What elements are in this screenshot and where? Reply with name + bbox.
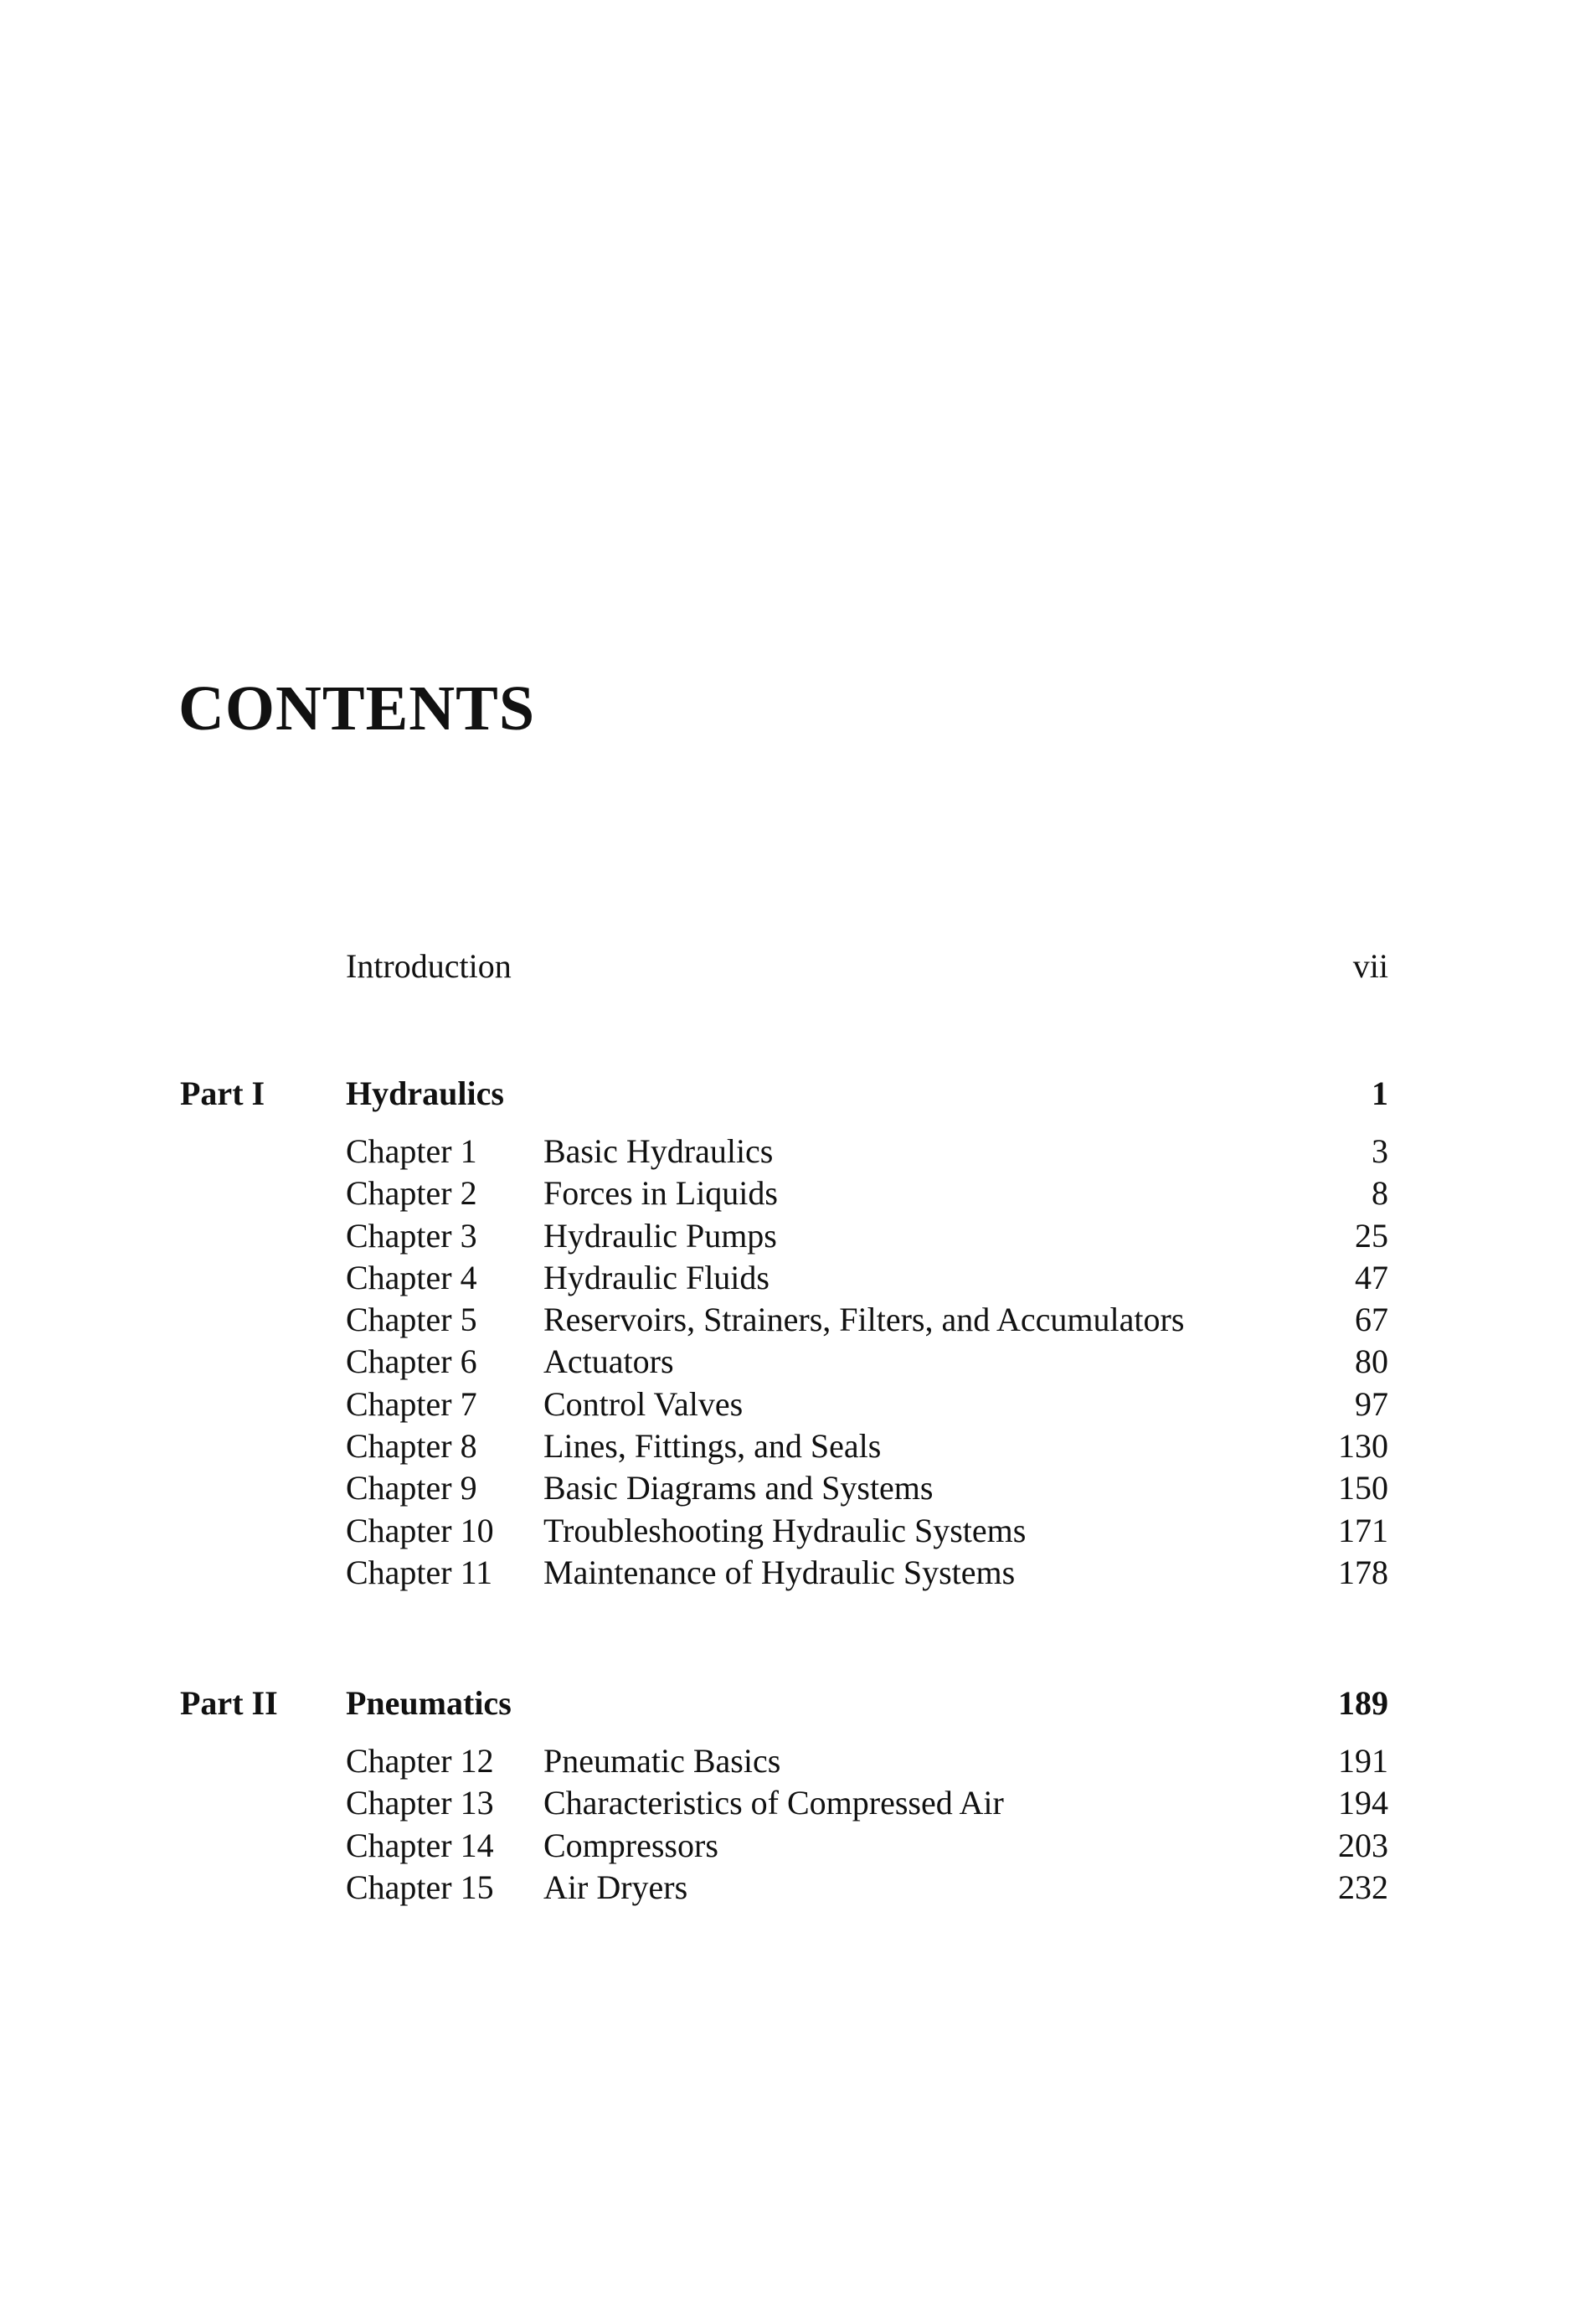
chapter-page-number: 47 (1355, 1258, 1388, 1296)
toc-chapter-row[interactable] (346, 1782, 1388, 1824)
chapter-page-number: 3 (1372, 1132, 1388, 1170)
chapter-number: Chapter 7 (346, 1384, 477, 1423)
chapter-number: Chapter 1 (346, 1132, 477, 1170)
chapter-list (346, 1131, 1388, 1594)
chapter-number: Chapter 2 (346, 1174, 477, 1213)
chapter-title: Air Dryers (543, 1868, 688, 1906)
toc-chapter-row[interactable] (346, 1172, 1388, 1214)
chapter-title: Hydraulic Pumps (543, 1216, 777, 1255)
chapter-number: Chapter 13 (346, 1784, 494, 1822)
page-title: CONTENTS (178, 673, 536, 744)
chapter-title: Control Valves (543, 1384, 744, 1423)
toc-chapter-row[interactable] (346, 1299, 1388, 1341)
chapter-number: Chapter 3 (346, 1216, 477, 1255)
toc-chapter-row[interactable] (346, 1825, 1388, 1867)
toc-chapter-row[interactable] (346, 1341, 1388, 1383)
part-label: Part I (180, 1074, 265, 1112)
chapter-title: Maintenance of Hydraulic Systems (543, 1553, 1016, 1591)
toc-chapter-row[interactable] (346, 1467, 1388, 1509)
chapter-number: Chapter 6 (346, 1342, 477, 1381)
chapter-title: Hydraulic Fluids (543, 1258, 770, 1296)
chapter-number: Chapter 11 (346, 1553, 493, 1591)
chapter-number: Chapter 4 (346, 1258, 477, 1296)
chapter-title: Basic Diagrams and Systems (543, 1469, 934, 1507)
chapter-number: Chapter 10 (346, 1511, 494, 1549)
chapter-title: Basic Hydraulics (543, 1132, 774, 1170)
chapter-number: Chapter 15 (346, 1868, 494, 1906)
chapter-number: Chapter 9 (346, 1469, 477, 1507)
chapter-page-number: 97 (1355, 1384, 1388, 1423)
toc-entry-introduction[interactable] (346, 941, 1388, 992)
toc-chapter-row[interactable] (346, 1510, 1388, 1552)
chapter-title: Reservoirs, Strainers, Filters, and Accumulators (543, 1301, 1185, 1339)
part-title[interactable]: Hydraulics (346, 1074, 504, 1112)
toc-chapter-row[interactable] (346, 1384, 1388, 1425)
chapter-number: Chapter 5 (346, 1301, 477, 1339)
chapter-page-number: 171 (1338, 1511, 1388, 1549)
toc-chapter-row[interactable] (346, 1257, 1388, 1299)
toc-page-number: vii (1352, 947, 1388, 985)
chapter-page-number: 80 (1355, 1342, 1388, 1381)
chapter-page-number: 191 (1338, 1742, 1388, 1780)
chapter-page-number: 25 (1355, 1216, 1388, 1255)
chapter-title: Lines, Fittings, and Seals (543, 1427, 882, 1466)
toc-chapter-row[interactable] (346, 1867, 1388, 1909)
part-page-number: 1 (1372, 1074, 1388, 1112)
toc-chapter-row[interactable] (346, 1131, 1388, 1172)
chapter-number: Chapter 12 (346, 1742, 494, 1780)
toc-chapter-row[interactable] (346, 1552, 1388, 1594)
toc-chapter-row[interactable] (346, 1425, 1388, 1467)
part-label: Part II (180, 1684, 278, 1722)
part-title[interactable]: Pneumatics (346, 1684, 512, 1722)
chapter-number: Chapter 14 (346, 1826, 494, 1864)
chapter-title: Actuators (543, 1342, 674, 1381)
chapter-page-number: 150 (1338, 1469, 1388, 1507)
toc-chapter-row[interactable] (346, 1215, 1388, 1257)
chapter-title: Characteristics of Compressed Air (543, 1784, 1004, 1822)
toc-chapter-row[interactable] (346, 1740, 1388, 1782)
chapter-page-number: 8 (1372, 1174, 1388, 1213)
part-page-number: 189 (1338, 1684, 1388, 1722)
chapter-page-number: 67 (1355, 1301, 1388, 1339)
chapter-number: Chapter 8 (346, 1427, 477, 1466)
toc-entry-label: Introduction (346, 947, 512, 985)
chapter-title: Pneumatic Basics (543, 1742, 781, 1780)
chapter-page-number: 130 (1338, 1427, 1388, 1466)
chapter-title: Forces in Liquids (543, 1174, 778, 1213)
chapter-page-number: 178 (1338, 1553, 1388, 1591)
chapter-page-number: 203 (1338, 1826, 1388, 1864)
chapter-list (346, 1740, 1388, 1909)
chapter-page-number: 232 (1338, 1868, 1388, 1906)
chapter-page-number: 194 (1338, 1784, 1388, 1822)
chapter-title: Troubleshooting Hydraulic Systems (543, 1511, 1027, 1549)
chapter-title: Compressors (543, 1826, 718, 1864)
